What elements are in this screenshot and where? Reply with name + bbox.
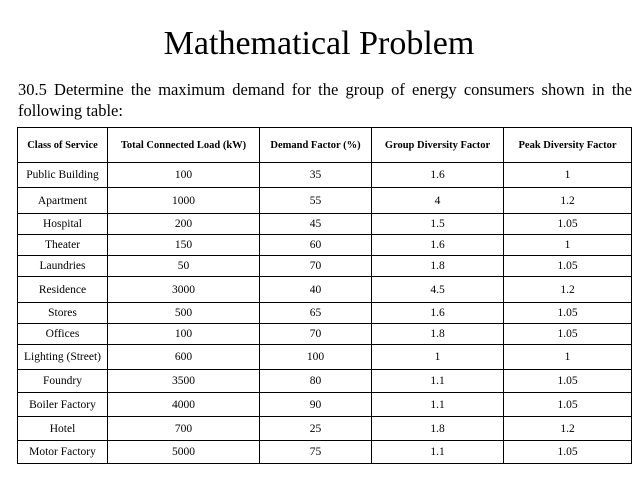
cell-peak-diversity-factor: 1.05: [504, 441, 632, 464]
table-row: [18, 370, 632, 393]
cell-connected-load: 50: [108, 256, 260, 277]
cell-class-of-service: Apartment: [18, 188, 108, 214]
cell-group-diversity-factor: 4.5: [372, 277, 504, 303]
cell-class-of-service: Residence: [18, 277, 108, 303]
cell-peak-diversity-factor: 1: [504, 163, 632, 188]
table-header-row: [18, 128, 632, 163]
cell-class-of-service: Hospital: [18, 214, 108, 235]
cell-demand-factor: 60: [260, 235, 372, 256]
cell-demand-factor: 70: [260, 256, 372, 277]
cell-peak-diversity-factor: 1.05: [504, 370, 632, 393]
header-total-connected-load: Total Connected Load (kW): [108, 128, 260, 163]
cell-demand-factor: 35: [260, 163, 372, 188]
cell-peak-diversity-factor: 1.05: [504, 256, 632, 277]
cell-demand-factor: 40: [260, 277, 372, 303]
cell-class-of-service: Public Building: [18, 163, 108, 188]
cell-peak-diversity-factor: 1.05: [504, 303, 632, 324]
cell-peak-diversity-factor: 1.05: [504, 214, 632, 235]
cell-group-diversity-factor: 1.1: [372, 393, 504, 417]
cell-demand-factor: 65: [260, 303, 372, 324]
cell-connected-load: 200: [108, 214, 260, 235]
cell-demand-factor: 80: [260, 370, 372, 393]
table-row: [18, 256, 632, 277]
cell-peak-diversity-factor: 1: [504, 345, 632, 370]
table-row: [18, 441, 632, 464]
cell-connected-load: 700: [108, 417, 260, 441]
cell-peak-diversity-factor: 1.05: [504, 324, 632, 345]
cell-group-diversity-factor: 4: [372, 188, 504, 214]
cell-peak-diversity-factor: 1.2: [504, 188, 632, 214]
cell-class-of-service: Foundry: [18, 370, 108, 393]
cell-connected-load: 150: [108, 235, 260, 256]
cell-demand-factor: 90: [260, 393, 372, 417]
cell-demand-factor: 55: [260, 188, 372, 214]
cell-connected-load: 3500: [108, 370, 260, 393]
cell-demand-factor: 70: [260, 324, 372, 345]
cell-class-of-service: Stores: [18, 303, 108, 324]
cell-class-of-service: Laundries: [18, 256, 108, 277]
cell-connected-load: 4000: [108, 393, 260, 417]
header-class-of-service: Class of Service: [18, 128, 108, 163]
page-title: Mathematical Problem: [163, 25, 475, 62]
cell-group-diversity-factor: 1.6: [372, 163, 504, 188]
header-group-diversity-factor: Group Diversity Factor: [372, 128, 504, 163]
cell-demand-factor: 75: [260, 441, 372, 464]
header-demand-factor: Demand Factor (%): [260, 128, 372, 163]
cell-demand-factor: 45: [260, 214, 372, 235]
table-row: [18, 417, 632, 441]
cell-class-of-service: Boiler Factory: [18, 393, 108, 417]
cell-connected-load: 100: [108, 163, 260, 188]
table-row: [18, 188, 632, 214]
cell-demand-factor: 100: [260, 345, 372, 370]
table-row: [18, 235, 632, 256]
cell-peak-diversity-factor: 1.05: [504, 393, 632, 417]
table-row: [18, 345, 632, 370]
cell-class-of-service: Motor Factory: [18, 441, 108, 464]
cell-peak-diversity-factor: 1.2: [504, 277, 632, 303]
cell-peak-diversity-factor: 1: [504, 235, 632, 256]
cell-peak-diversity-factor: 1.2: [504, 417, 632, 441]
cell-class-of-service: Lighting (Street): [18, 345, 108, 370]
cell-connected-load: 3000: [108, 277, 260, 303]
problem-statement: 30.5 Determine the maximum demand for the group of energy consumers shown in the following table:: [18, 80, 632, 120]
cell-group-diversity-factor: 1.1: [372, 441, 504, 464]
cell-connected-load: 1000: [108, 188, 260, 214]
cell-class-of-service: Offices: [18, 324, 108, 345]
table-row: [18, 393, 632, 417]
cell-group-diversity-factor: 1.8: [372, 324, 504, 345]
cell-group-diversity-factor: 1.8: [372, 256, 504, 277]
cell-group-diversity-factor: 1.8: [372, 417, 504, 441]
cell-group-diversity-factor: 1.5: [372, 214, 504, 235]
cell-group-diversity-factor: 1: [372, 345, 504, 370]
cell-group-diversity-factor: 1.6: [372, 235, 504, 256]
cell-class-of-service: Hotel: [18, 417, 108, 441]
cell-connected-load: 500: [108, 303, 260, 324]
cell-demand-factor: 25: [260, 417, 372, 441]
header-peak-diversity-factor: Peak Diversity Factor: [504, 128, 632, 163]
consumer-table: [17, 127, 632, 464]
table-row: [18, 214, 632, 235]
cell-connected-load: 600: [108, 345, 260, 370]
table-row: [18, 303, 632, 324]
table-row: [18, 163, 632, 188]
cell-group-diversity-factor: 1.6: [372, 303, 504, 324]
table-row: [18, 277, 632, 303]
cell-group-diversity-factor: 1.1: [372, 370, 504, 393]
cell-connected-load: 5000: [108, 441, 260, 464]
table-row: [18, 324, 632, 345]
cell-class-of-service: Theater: [18, 235, 108, 256]
cell-connected-load: 100: [108, 324, 260, 345]
